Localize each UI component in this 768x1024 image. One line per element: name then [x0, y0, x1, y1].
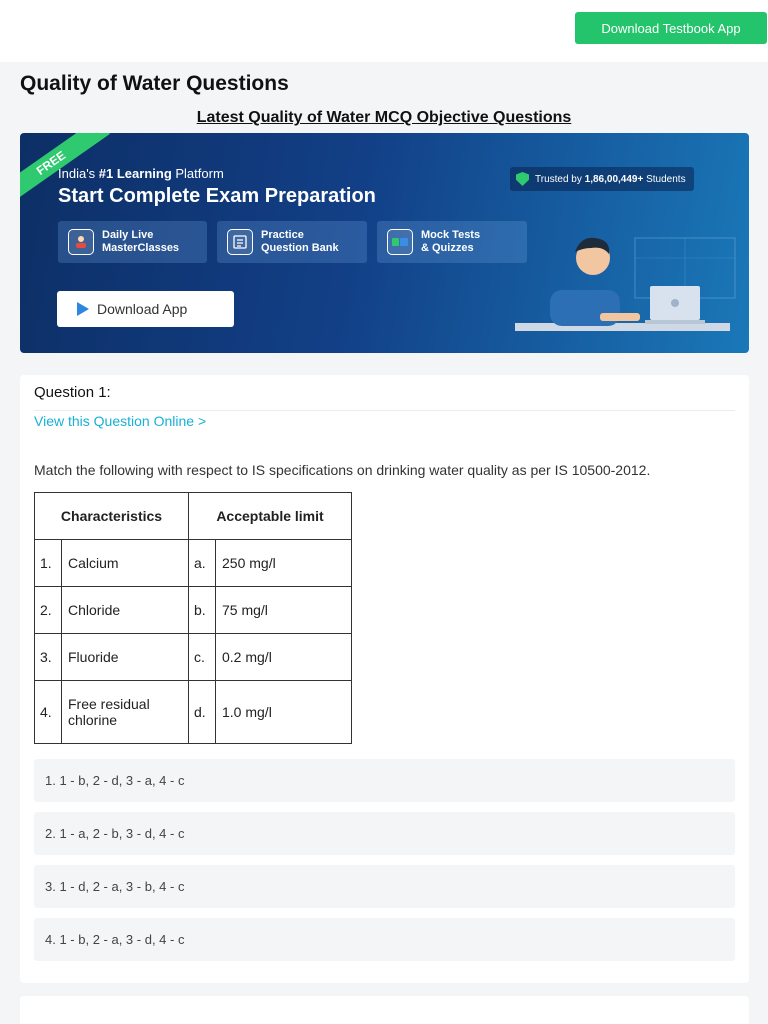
row-number: 3. — [35, 634, 62, 681]
promo-banner[interactable] — [20, 133, 749, 353]
answer-option-2[interactable]: 2. 1 - a, 2 - b, 3 - d, 4 - c — [34, 812, 735, 855]
row-number: 4. — [35, 681, 62, 744]
feature-mock-tests: Mock Tests & Quizzes — [377, 221, 527, 263]
banner-tagline: India's #1 Learning Platform — [58, 166, 224, 181]
play-store-icon — [77, 302, 89, 316]
row-letter: a. — [189, 540, 216, 587]
trusted-badge: Trusted by 1,86,00,449+ Students — [510, 167, 694, 191]
answer-option-4[interactable]: 4. 1 - b, 2 - a, 3 - d, 4 - c — [34, 918, 735, 961]
feature-daily-live: Daily Live MasterClasses — [58, 221, 207, 263]
limit-cell: 250 mg/l — [216, 540, 352, 587]
characteristic-cell: Fluoride — [62, 634, 189, 681]
table-header-acceptable-limit: Acceptable limit — [189, 493, 352, 540]
shield-icon — [516, 172, 529, 186]
question-card — [20, 375, 749, 983]
table-row — [35, 587, 352, 634]
row-number: 2. — [35, 587, 62, 634]
question-bank-icon — [227, 229, 253, 255]
top-bar — [0, 0, 768, 62]
characteristic-cell: Calcium — [62, 540, 189, 587]
divider — [34, 410, 735, 411]
student-laptop-illustration — [495, 218, 745, 348]
banner-headline: Start Complete Exam Preparation — [58, 185, 376, 207]
feature-practice: Practice Question Bank — [217, 221, 367, 263]
table-row — [35, 634, 352, 681]
free-ribbon: FREE — [20, 133, 110, 208]
row-letter: c. — [189, 634, 216, 681]
page-subtitle: Latest Quality of Water MCQ Objective Questions — [196, 109, 572, 126]
limit-cell: 75 mg/l — [216, 587, 352, 634]
row-letter: d. — [189, 681, 216, 744]
mock-test-icon — [387, 229, 413, 255]
question-number: Question 1: — [34, 384, 111, 401]
match-table — [34, 492, 352, 744]
answer-option-1[interactable]: 1. 1 - b, 2 - d, 3 - a, 4 - c — [34, 759, 735, 802]
view-question-online-link[interactable]: View this Question Online > — [34, 413, 207, 429]
limit-cell: 0.2 mg/l — [216, 634, 352, 681]
table-row — [35, 540, 352, 587]
table-header-characteristics: Characteristics — [35, 493, 189, 540]
question-text: Match the following with respect to IS specifications on drinking water quality as per IS 10500-2012. — [34, 462, 651, 478]
download-testbook-app-button[interactable]: Download Testbook App — [575, 12, 767, 44]
page-title: Quality of Water Questions — [20, 72, 289, 95]
table-row — [35, 681, 352, 744]
row-number: 1. — [35, 540, 62, 587]
row-letter: b. — [189, 587, 216, 634]
limit-cell: 1.0 mg/l — [216, 681, 352, 744]
characteristic-cell: Free residual chlorine — [62, 681, 189, 744]
next-question-card — [20, 996, 749, 1024]
download-app-button[interactable]: Download App — [57, 291, 234, 327]
answer-option-3[interactable]: 3. 1 - d, 2 - a, 3 - b, 4 - c — [34, 865, 735, 908]
live-class-icon — [68, 229, 94, 255]
characteristic-cell: Chloride — [62, 587, 189, 634]
